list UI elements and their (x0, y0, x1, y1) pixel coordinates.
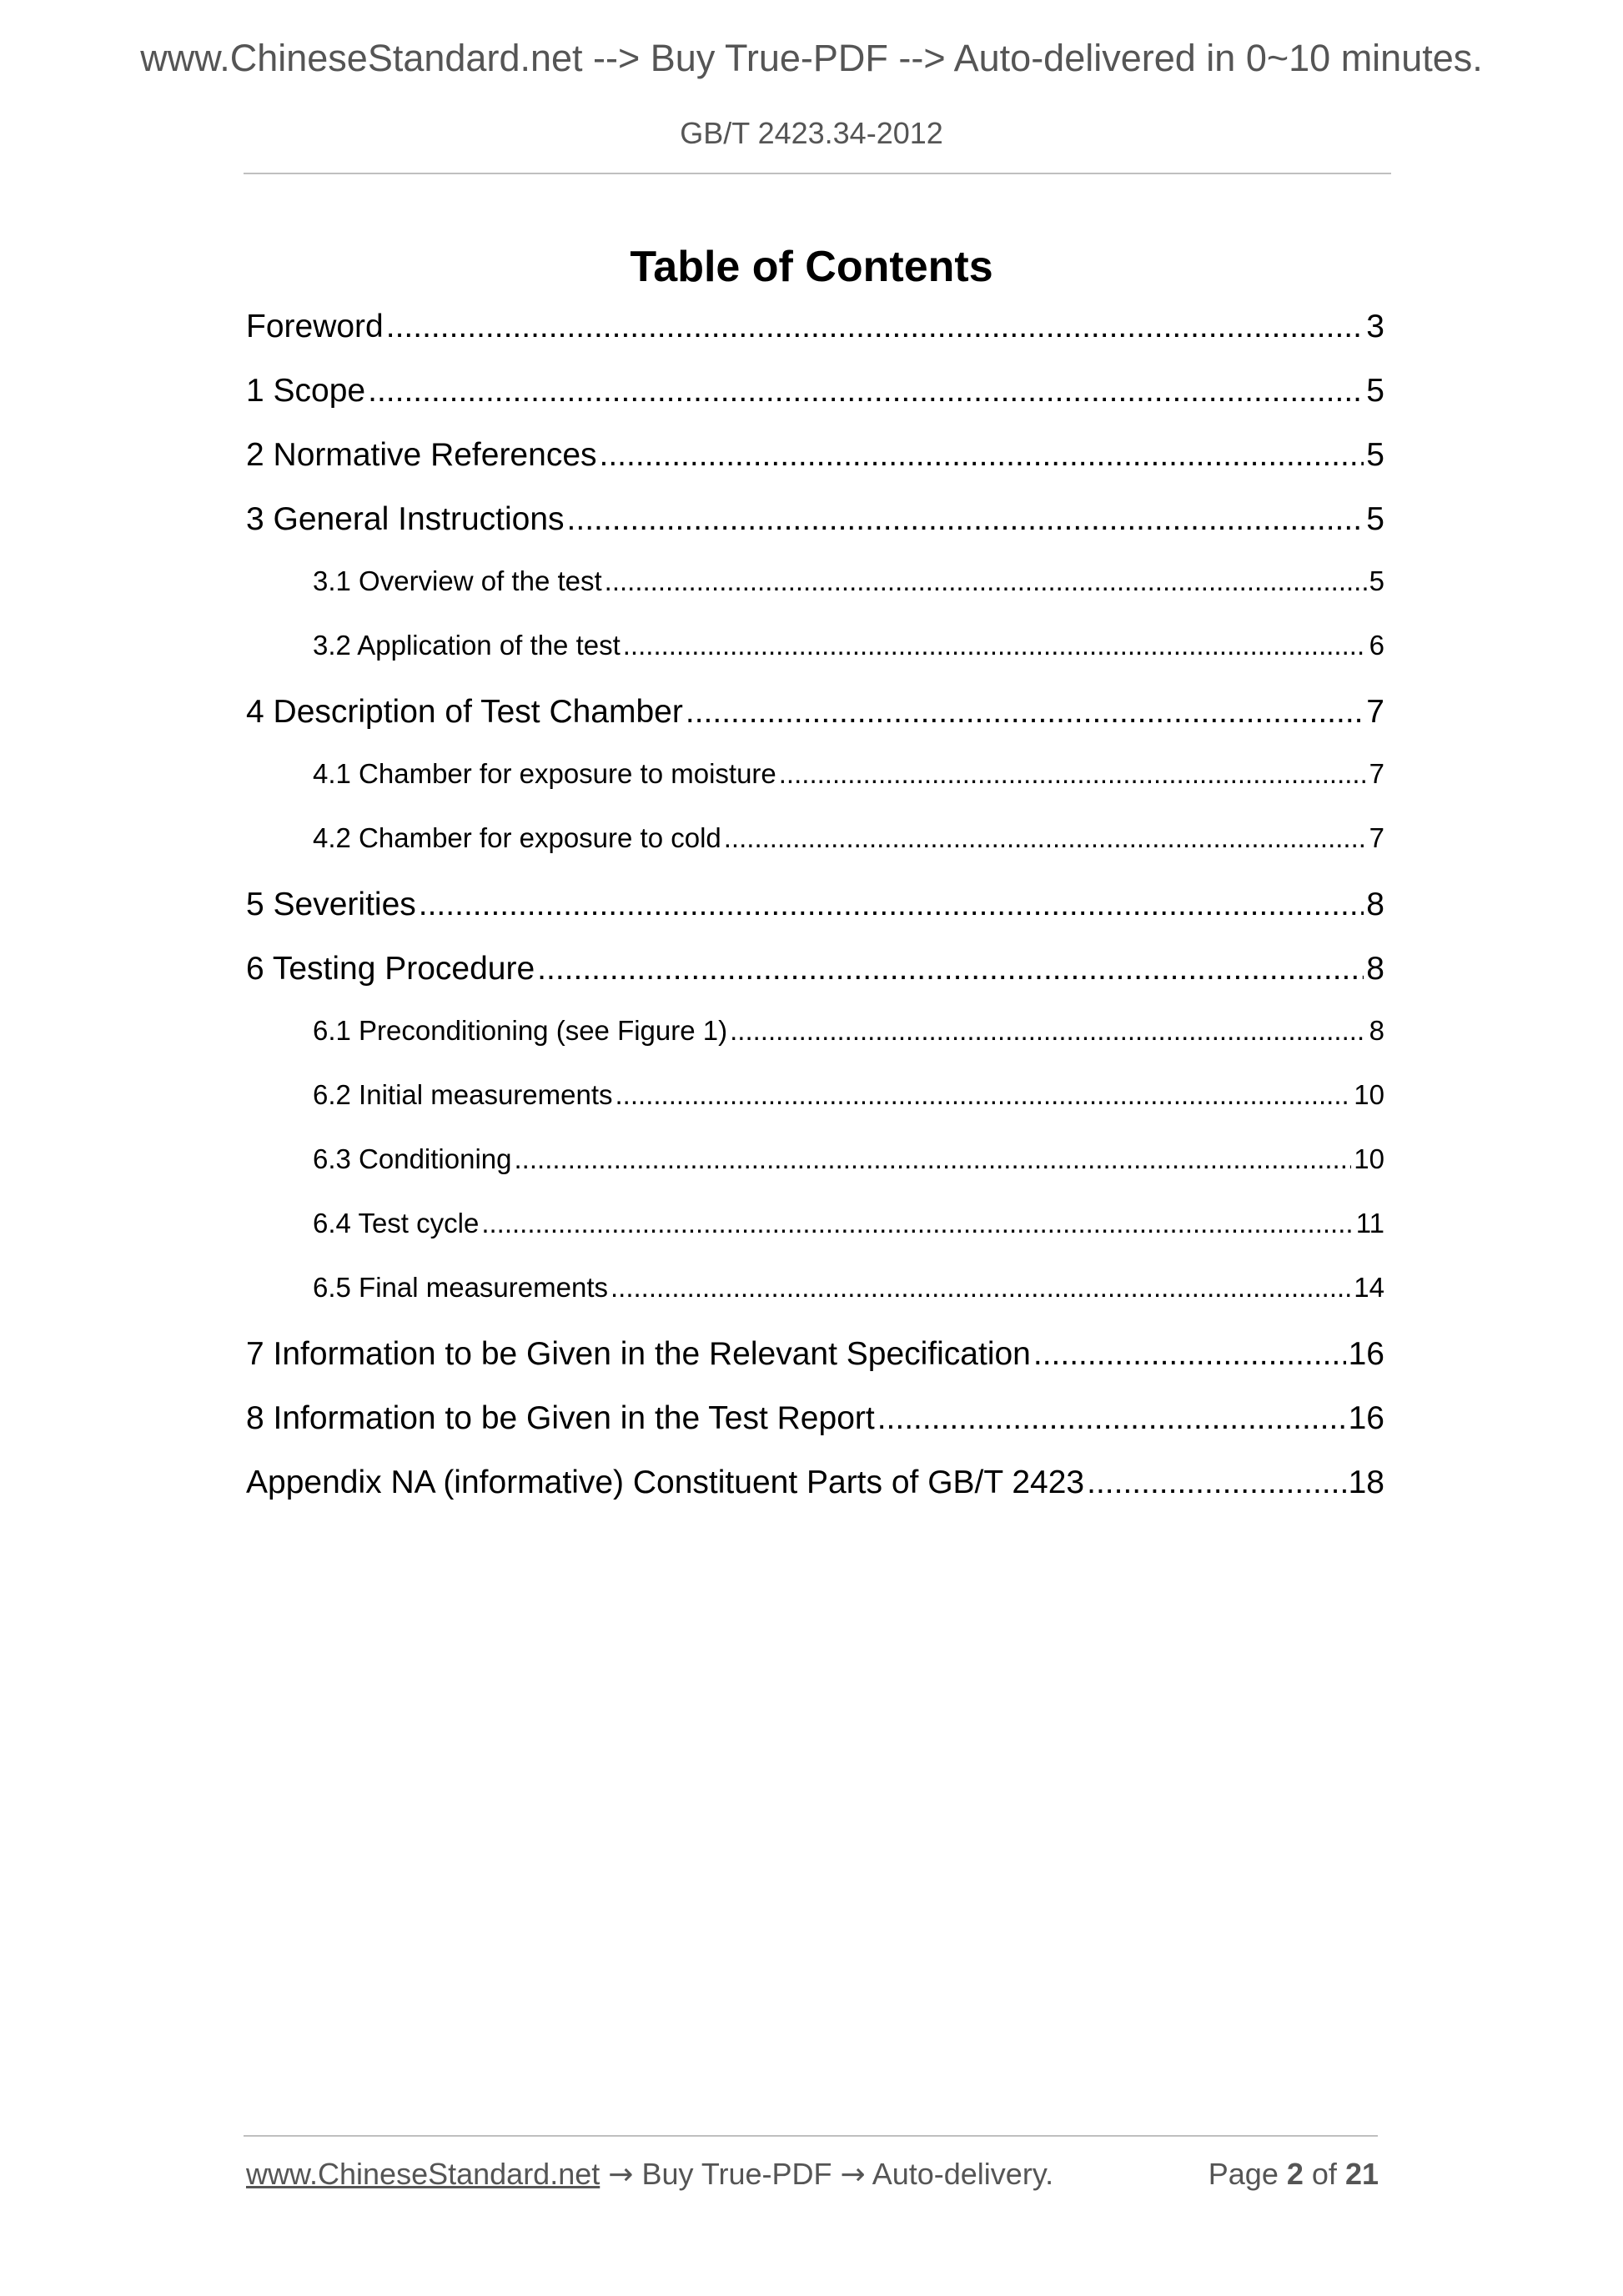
toc-leader-dots (779, 758, 1367, 790)
toc-entry-page: 8 (1366, 951, 1384, 987)
arrow-right-icon: → (840, 2158, 866, 2192)
toc-entry-label: 5 Severities (246, 887, 416, 922)
page-current: 2 (1286, 2157, 1304, 2191)
toc-entry-label: Appendix NA (informative) Constituent Parts of GB/T 2423 (246, 1465, 1085, 1500)
toc-entry[interactable] (246, 1336, 1384, 1400)
toc-leader-dots (605, 565, 1367, 597)
toc-entry-label: 6.2 Initial measurements (313, 1079, 613, 1110)
toc-entry-label: 4.2 Chamber for exposure to cold (313, 822, 721, 853)
header-divider (244, 173, 1391, 174)
toc-entry-label: Foreword (246, 309, 384, 344)
toc-subentry[interactable] (246, 758, 1384, 822)
footer-delivery-text: Auto-delivery. (872, 2157, 1054, 2191)
page-total: 21 (1344, 2157, 1379, 2191)
toc-entry-page: 7 (1369, 758, 1384, 789)
toc-entry-page: 10 (1354, 1079, 1384, 1110)
toc-entry-label: 3.1 Overview of the test (313, 565, 602, 596)
toc-subentry[interactable] (246, 1079, 1384, 1143)
page-word: Page (1208, 2157, 1279, 2191)
header-banner: www.ChineseStandard.net --> Buy True-PDF --> Auto-delivered in 0~10 minutes. (140, 37, 1483, 79)
toc-leader-dots (1087, 1465, 1346, 1501)
toc-entry-page: 10 (1354, 1143, 1384, 1174)
toc-subentry[interactable] (246, 630, 1384, 694)
toc-subentry[interactable] (246, 1143, 1384, 1208)
toc-entry-label: 2 Normative References (246, 437, 597, 473)
toc-leader-dots (1033, 1336, 1346, 1373)
toc-subentry[interactable] (246, 822, 1384, 887)
toc-subentry[interactable] (246, 565, 1384, 630)
page-number (1208, 2155, 1379, 2193)
toc-entry-page: 16 (1348, 1336, 1384, 1372)
toc-entry[interactable] (246, 373, 1384, 437)
toc-entry-page: 5 (1366, 437, 1384, 473)
toc-subentry[interactable] (246, 1272, 1384, 1336)
toc-entry-page: 16 (1348, 1400, 1384, 1436)
toc-entry-label: 6 Testing Procedure (246, 951, 535, 987)
toc-entry-page: 8 (1366, 887, 1384, 922)
toc-leader-dots (515, 1143, 1352, 1175)
toc-entry-label: 1 Scope (246, 373, 366, 409)
toc-entry-page: 5 (1366, 501, 1384, 537)
document-code: GB/T 2423.34-2012 (680, 116, 943, 150)
toc-leader-dots (686, 694, 1364, 731)
toc-entry-label: 4.1 Chamber for exposure to moisture (313, 758, 776, 789)
toc-entry-page: 7 (1366, 694, 1384, 730)
toc-leader-dots (623, 630, 1367, 661)
toc-entry-page: 14 (1354, 1272, 1384, 1303)
toc-leader-dots (877, 1400, 1346, 1437)
toc-entry-label: 3 General Instructions (246, 501, 565, 537)
toc-leader-dots (386, 309, 1364, 345)
toc-entry[interactable] (246, 437, 1384, 501)
toc-entry[interactable] (246, 501, 1384, 565)
toc-entry-label: 6.1 Preconditioning (see Figure 1) (313, 1015, 728, 1046)
page-footer (246, 2155, 1379, 2194)
toc-entry-page: 18 (1348, 1465, 1384, 1500)
toc-leader-dots (419, 887, 1364, 923)
toc-entry[interactable] (246, 1400, 1384, 1465)
toc-entry-label: 4 Description of Test Chamber (246, 694, 683, 730)
footer-divider (244, 2135, 1378, 2137)
toc-leader-dots (600, 437, 1364, 474)
toc-leader-dots (537, 951, 1364, 987)
toc-entry-label: 6.5 Final measurements (313, 1272, 608, 1303)
toc-entry-page: 6 (1369, 630, 1384, 661)
toc-title: Table of Contents (630, 243, 993, 291)
toc-entry-label: 6.3 Conditioning (313, 1143, 512, 1174)
toc-leader-dots (368, 373, 1364, 409)
toc-subentry[interactable] (246, 1208, 1384, 1272)
toc-entry[interactable] (246, 951, 1384, 1015)
toc-entry-page: 5 (1366, 373, 1384, 409)
toc-entry-page: 11 (1355, 1208, 1384, 1238)
toc-entry-label: 3.2 Application of the test (313, 630, 621, 661)
toc-entry-page: 7 (1369, 822, 1384, 853)
footer-site-link[interactable]: www.ChineseStandard.net (246, 2157, 600, 2191)
toc-entry[interactable] (246, 694, 1384, 758)
toc-entry-label: 6.4 Test cycle (313, 1208, 480, 1238)
toc-subentry[interactable] (246, 1015, 1384, 1079)
of-word: of (1311, 2157, 1337, 2191)
toc-entry-page: 8 (1369, 1015, 1384, 1046)
arrow-right-icon: → (608, 2158, 634, 2192)
toc-entry-label: 8 Information to be Given in the Test Report (246, 1400, 875, 1436)
toc-leader-dots (616, 1079, 1352, 1111)
toc-entry[interactable] (246, 1465, 1384, 1529)
toc-entry-label: 7 Information to be Given in the Relevant Specification (246, 1336, 1031, 1372)
toc-entry-page: 5 (1369, 565, 1384, 596)
toc-leader-dots (730, 1015, 1367, 1047)
toc-leader-dots (481, 1208, 1353, 1239)
toc-entry-page: 3 (1366, 309, 1384, 344)
toc-leader-dots (724, 822, 1367, 854)
toc-leader-dots (611, 1272, 1351, 1304)
toc-entry[interactable] (246, 887, 1384, 951)
toc-entry[interactable] (246, 309, 1384, 373)
footer-buy-text: Buy True-PDF (641, 2157, 832, 2191)
toc-leader-dots (567, 501, 1364, 538)
table-of-contents (246, 309, 1384, 1529)
